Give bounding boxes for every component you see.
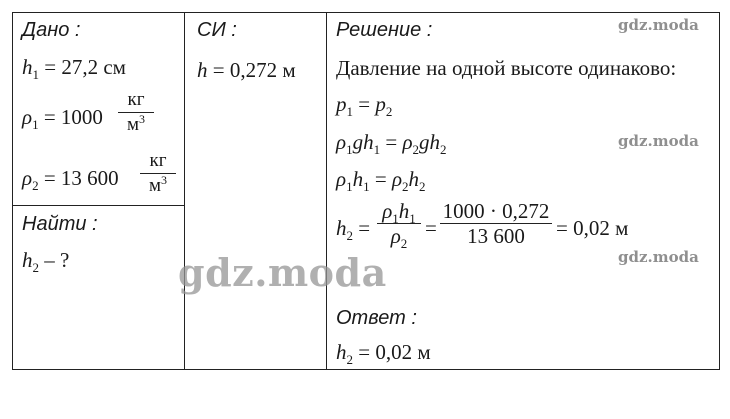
equation-pressure-equal: $p_1 = p_2$ <box>336 92 393 119</box>
right-border <box>719 12 720 369</box>
equation-simplified: $\rho_1h_1 = \rho_2h_2$ <box>336 167 426 194</box>
watermark-middle: gdz.moda <box>618 132 699 150</box>
given-rho1: $\rho_1 = 1000$ <box>22 105 103 132</box>
equation-result-value: = 0,02 м <box>556 216 629 240</box>
answer-h2: $h_2 = 0,02$ м <box>336 340 431 367</box>
fraction-symbolic: $\rho_1h_1$ $\rho_2$ <box>377 200 421 247</box>
column-divider-given <box>184 12 185 369</box>
fraction-bar <box>140 173 176 174</box>
bottom-border <box>12 369 720 370</box>
given-h1: $h_1 = 27,2$ см <box>22 55 126 82</box>
column-divider-si <box>326 12 327 369</box>
watermark-lower: gdz.moda <box>618 248 699 266</box>
given-rho1-unit: кг $м^3$ <box>118 89 154 136</box>
given-heading: Дано : <box>22 19 81 41</box>
fraction-bar <box>118 112 154 113</box>
equation-result-lhs: $h_2$ = <box>336 216 371 243</box>
top-border <box>12 12 720 13</box>
answer-heading: Ответ : <box>336 307 417 329</box>
equals-sign: = <box>425 216 437 240</box>
si-heading: СИ : <box>197 19 237 41</box>
left-border <box>12 12 13 369</box>
solution-statement: Давление на одной высоте одинаково: <box>336 56 677 80</box>
fraction-numeric: 1000 · 0,272 13 600 <box>440 200 552 247</box>
watermark-large: gdz.moda <box>178 250 387 295</box>
given-rho2-unit: кг $м^3$ <box>140 150 176 197</box>
si-h: h = 0,272 м <box>197 58 296 82</box>
given-find-divider <box>12 205 184 206</box>
given-rho2: $\rho_2 = 13$ 600 <box>22 166 119 193</box>
find-heading: Найти : <box>22 213 98 235</box>
find-h2: $h_2$ – ? <box>22 248 70 275</box>
watermark-top: gdz.moda <box>618 16 699 34</box>
solution-heading: Решение : <box>336 19 433 41</box>
equation-hydrostatic: $\rho_1gh_1 = \rho_2gh_2$ <box>336 130 447 157</box>
